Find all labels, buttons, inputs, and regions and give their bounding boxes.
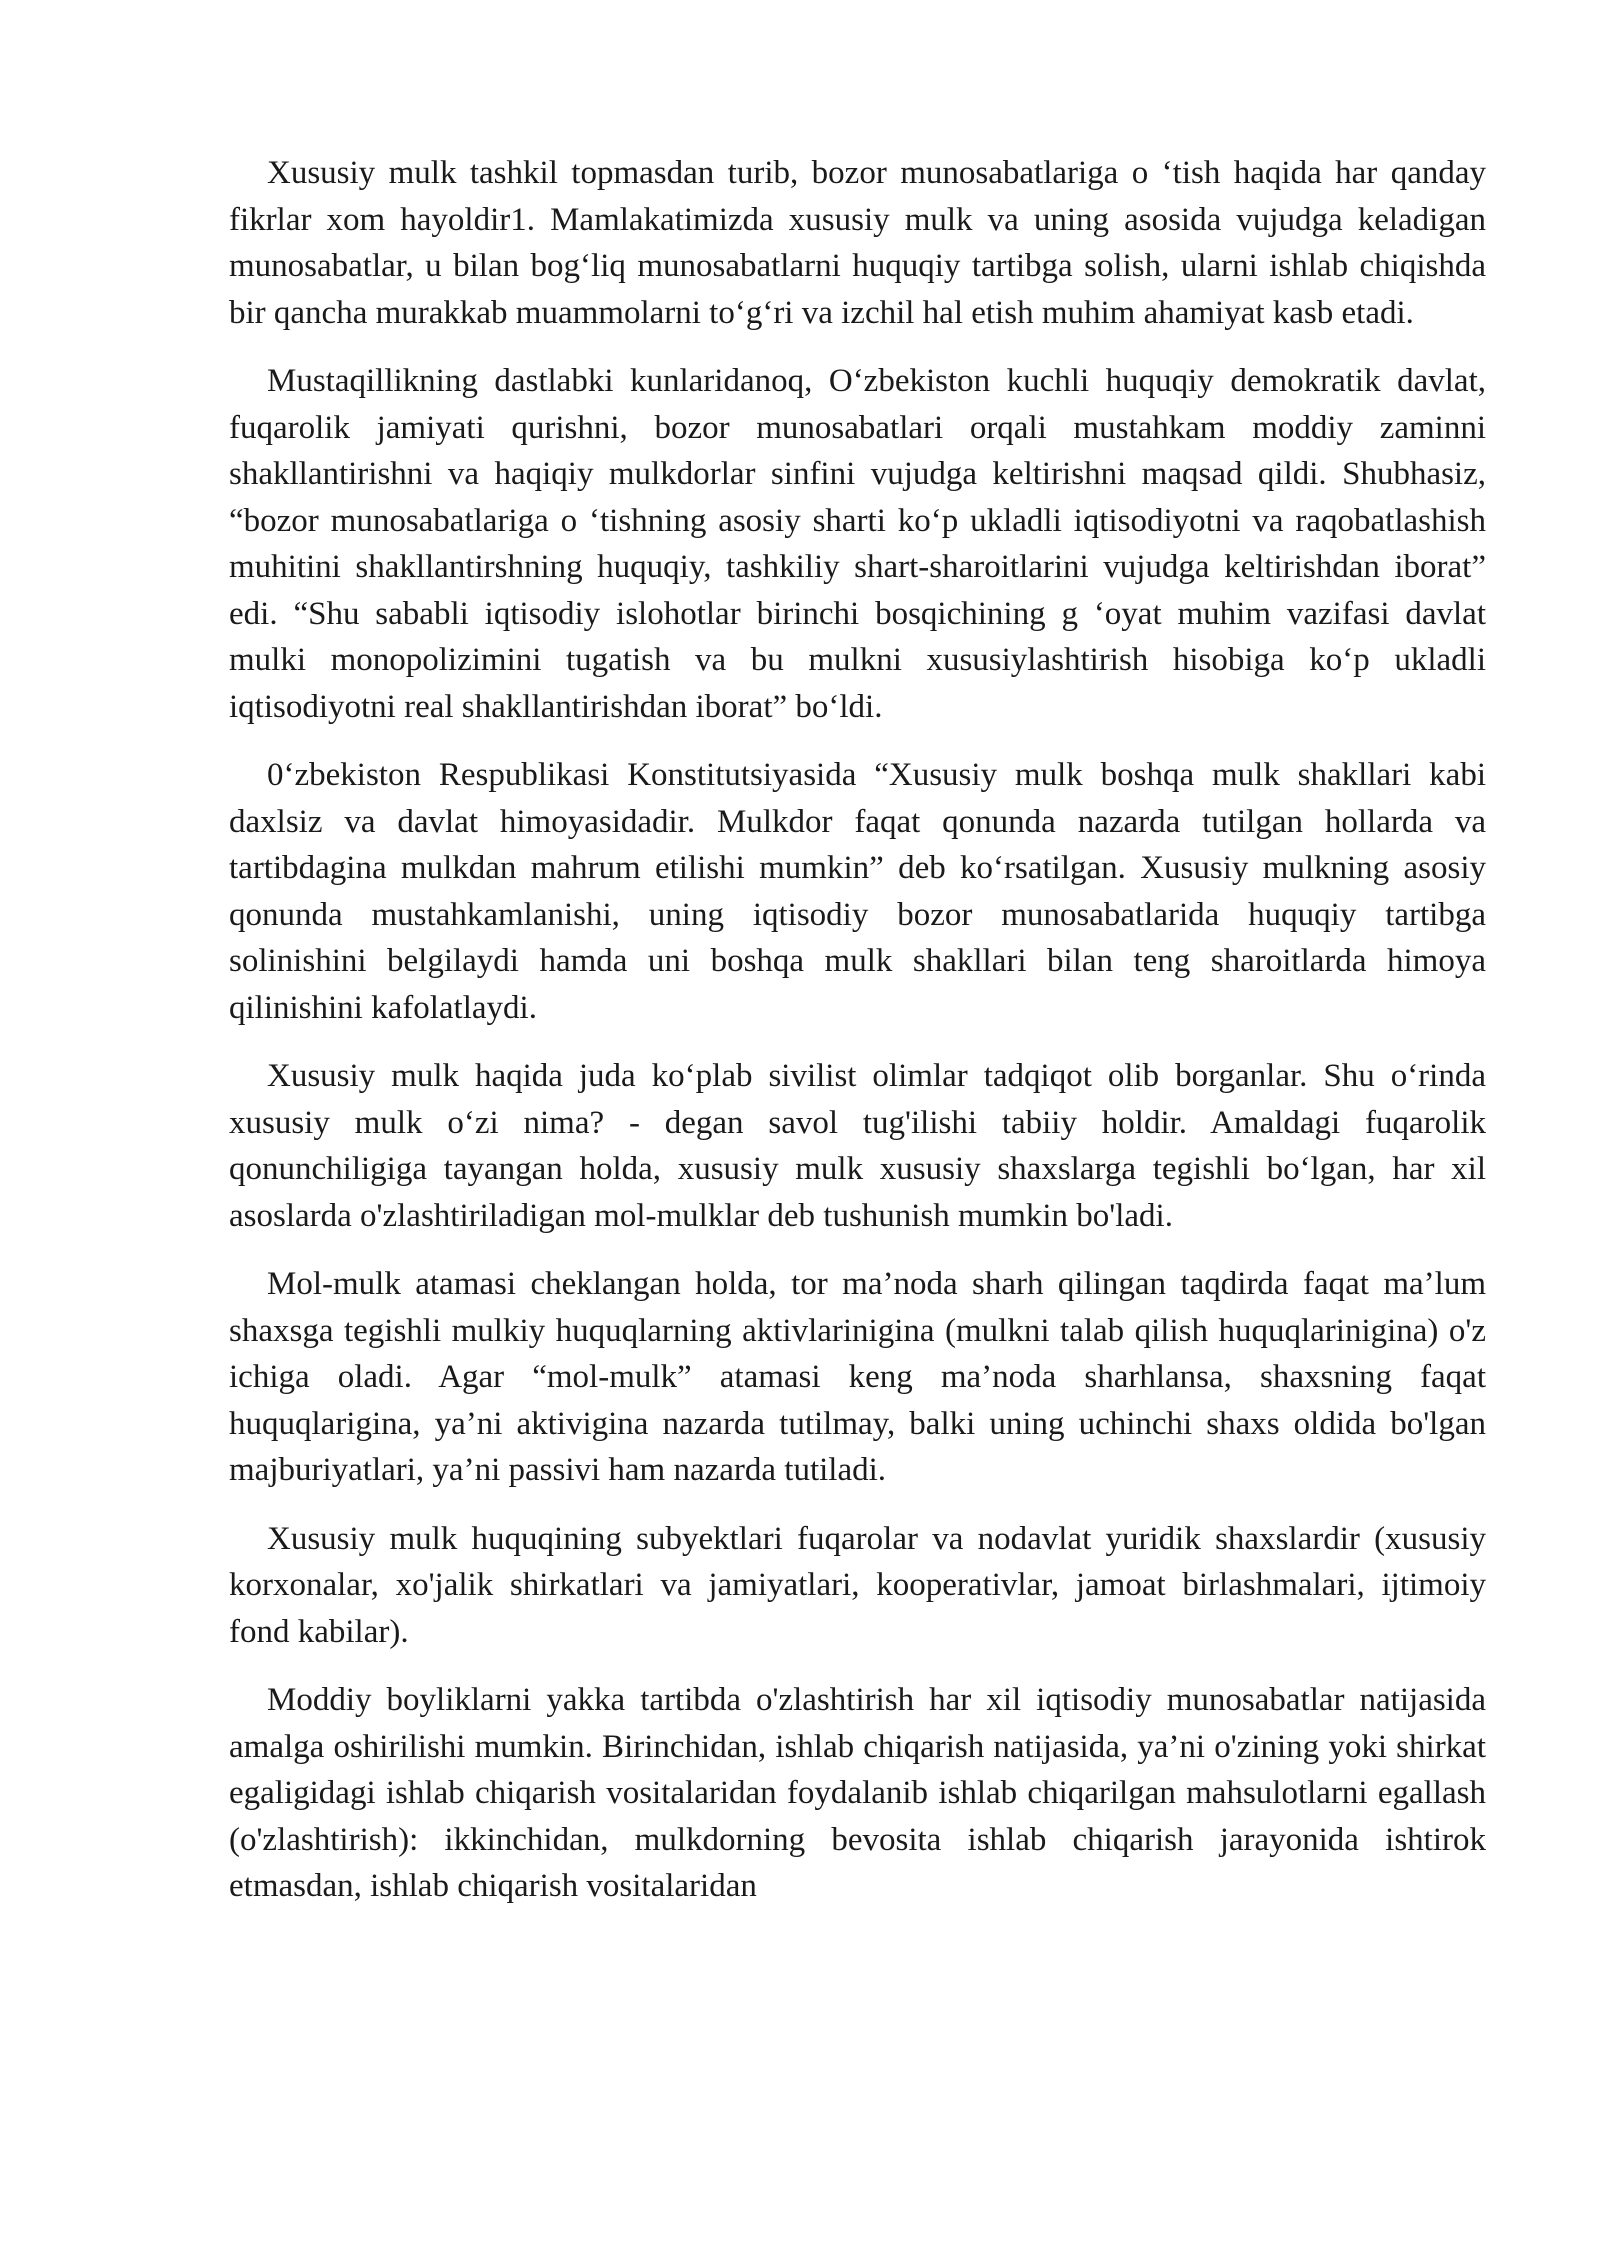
paragraph-3: 0‘zbekiston Respublikasi Konstitutsiyasida “Xususiy mulk boshqa mulk shakllari kabi daxlsiz va davlat himoyasidadir. Mulkdor faqat qonunda nazarda tutilgan hollarda va tartibdagina mulkdan mahrum etilishi mumkin” deb ko‘rsatilgan. Xususiy mulkning asosiy qonunda mustahkamlanishi, uning iqtisodiy bozor munosabatlarida huquqiy tartibga solinishini belgilaydi hamda uni boshqa mulk shakllari bilan teng sharoitlarda himoya qilinishini kafolatlaydi. (229, 757, 1486, 1026)
paragraph-4: Xususiy mulk haqida juda ko‘plab sivilist olimlar tadqiqot olib borganlar. Shu o‘rinda xususiy mulk o‘zi nima? - degan savol tug'ilishi tabiiy holdir. Amaldagi fuqarolik qonunchiligiga tayangan holda, xususiy mulk xususiy shaxslarga tegishli bo‘lgan, har xil asoslarda o'zlashtiriladigan mol-mulklar deb tushunish mumkin bo'ladi. (229, 1058, 1486, 1234)
paragraph-5: Mol-mulk atamasi cheklangan holda, tor ma’noda sharh qilingan taqdirda faqat ma’lum shaxsga tegishli mulkiy huquqlarning aktivlarinigina (mulkni talab qilish huquqlarinigina) o'z ichiga oladi. Agar “mol-mulk” atamasi keng ma’noda sharhlansa, shaxsning faqat huquqlarigina, ya’ni aktivigina nazarda tutilmay, balki uning uchinchi shaxs oldida bo'lgan majburiyatlari, ya’ni passivi ham nazarda tutiladi. (229, 1266, 1486, 1488)
paragraph-7: Moddiy boyliklarni yakka tartibda o'zlashtirish har xil iqtisodiy munosabatlar natijasida amalga oshirilishi mumkin. Birinchidan, ishlab chiqarish natijasida, ya’ni o'zining yoki shirkat egaligidagi ishlab chiqarish vositalaridan foydalanib ishlab chiqarilgan mahsulotlarni egallash (o'zlashtirish): ikkinchidan, mulkdorning bevosita ishlab chiqarish jarayonida ishtirok etmasdan, ishlab chiqarish vositalaridan (229, 1682, 1486, 1904)
paragraph-1: Xususiy mulk tashkil topmasdan turib, bozor munosabatlariga o ‘tish haqida har qanday fikrlar xom hayoldir1. Mamlakatimizda xususiy mulk va uning asosida vujudga keladigan munosabatlar, u bilan bog‘liq munosabatlarni huquqiy tartibga solish, ularni ishlab chiqishda bir qancha murakkab muammolarni to‘g‘ri va izchil hal etish muhim ahamiyat kasb etadi. (229, 155, 1486, 331)
paragraph-2: Mustaqillikning dastlabki kunlaridanoq, O‘zbekiston kuchli huquqiy demokratik davlat, fuqarolik jamiyati qurishni, bozor munosabatlari orqali mustahkam moddiy zaminni shakllantirishni va haqiqiy mulkdorlar sinfini vujudga keltirishni maqsad qildi. Shubhasiz, “bozor munosabatlariga o ‘tishning asosiy sharti ko‘p ukladli iqtisodiyotni va raqobatlashish muhitini shakllantirshning huquqiy, tashkiliy shart-sharoitlarini vujudga keltirishdan iborat” edi. “Shu sababli iqtisodiy islohotlar birinchi bosqichining g ‘oyat muhim vazifasi davlat mulki monopolizimini tugatish va bu mulkni xususiylashtirish hisobiga ko‘p ukladli iqtisodiyotni real shakllantirishdan iborat” bo‘ldi. (229, 363, 1486, 725)
paragraph-6: Xususiy mulk huquqining subyektlari fuqarolar va nodavlat yuridik shaxslardir (xususiy korxonalar, xo'jalik shirkatlari va jamiyatlari, kooperativlar, jamoat birlashmalari, ijtimoiy fond kabilar). (229, 1520, 1486, 1650)
document-page (229, 150, 1486, 1932)
